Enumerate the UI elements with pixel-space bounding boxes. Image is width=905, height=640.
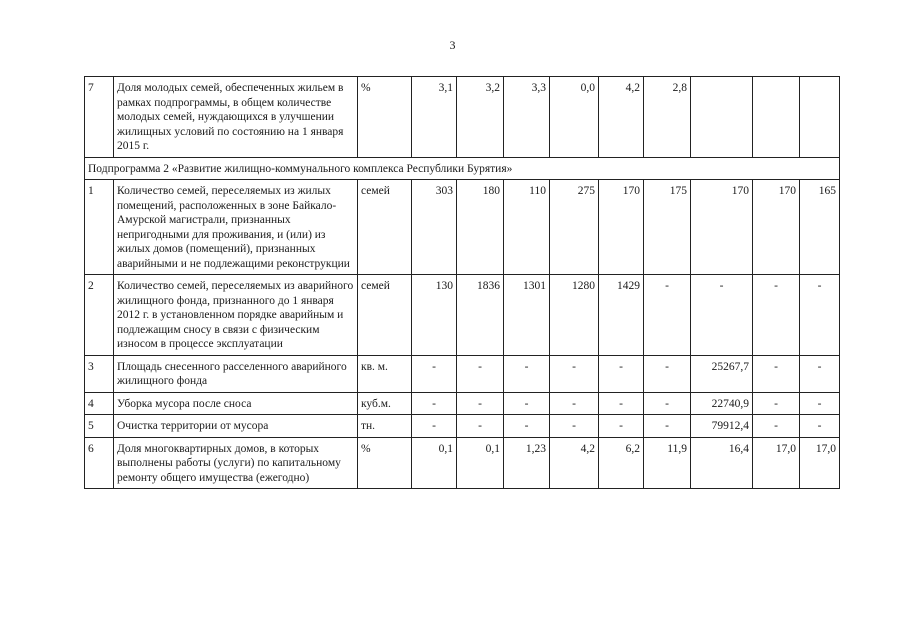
value-cell: 1429: [599, 275, 644, 356]
value-cell: -: [753, 392, 800, 415]
value-cell: -: [504, 355, 550, 392]
indicator-name: Доля молодых семей, обеспеченных жильем в рамках подпрограммы, в общем количестве молодых семей, нуждающихся в улучшении жилищных условий по состоянию на 1 января 2015 г.: [114, 77, 358, 158]
value-cell: 1280: [550, 275, 599, 356]
value-cell: 1,23: [504, 437, 550, 489]
value-cell: [691, 77, 753, 158]
value-cell: 4,2: [550, 437, 599, 489]
value-cell: 4,2: [599, 77, 644, 158]
value-cell: 1301: [504, 275, 550, 356]
value-cell: -: [457, 415, 504, 438]
value-cell: -: [550, 355, 599, 392]
value-cell: 110: [504, 180, 550, 275]
value-cell: -: [753, 355, 800, 392]
unit-cell: семей: [358, 275, 412, 356]
value-cell: 0,0: [550, 77, 599, 158]
unit-cell: куб.м.: [358, 392, 412, 415]
row-number: 3: [85, 355, 114, 392]
value-cell: 130: [412, 275, 457, 356]
value-cell: -: [644, 355, 691, 392]
table-row: [85, 437, 840, 489]
table-row: [85, 392, 840, 415]
subprogram-title: Подпрограмма 2 «Развитие жилищно-коммунального комплекса Республики Бурятия»: [85, 157, 840, 180]
value-cell: 170: [599, 180, 644, 275]
value-cell: 3,3: [504, 77, 550, 158]
value-cell: -: [504, 392, 550, 415]
value-cell: -: [599, 415, 644, 438]
value-cell: -: [412, 415, 457, 438]
value-cell: -: [644, 275, 691, 356]
indicator-name: Очистка территории от мусора: [114, 415, 358, 438]
value-cell: -: [800, 415, 840, 438]
table-row: [85, 77, 840, 158]
value-cell: 3,1: [412, 77, 457, 158]
value-cell: -: [457, 355, 504, 392]
indicator-name: Площадь снесенного расселенного аварийного жилищного фонда: [114, 355, 358, 392]
indicator-name: Доля многоквартирных домов, в которых выполнены работы (услуги) по капитальному ремонту общего имущества (ежегодно): [114, 437, 358, 489]
table-row: [85, 415, 840, 438]
value-cell: -: [412, 392, 457, 415]
value-cell: -: [550, 415, 599, 438]
value-cell: -: [550, 392, 599, 415]
value-cell: 17,0: [753, 437, 800, 489]
value-cell: 79912,4: [691, 415, 753, 438]
value-cell: 180: [457, 180, 504, 275]
value-cell: -: [504, 415, 550, 438]
value-cell: 175: [644, 180, 691, 275]
value-cell: -: [800, 275, 840, 356]
page-number: 3: [449, 38, 456, 52]
value-cell: 303: [412, 180, 457, 275]
value-cell: -: [753, 415, 800, 438]
value-cell: -: [412, 355, 457, 392]
value-cell: [753, 77, 800, 158]
row-number: 6: [85, 437, 114, 489]
indicators-table: [84, 76, 840, 489]
indicator-name: Количество семей, переселяемых из жилых помещений, расположенных в зоне Байкало-Амурской магистрали, признанных непригодными для проживания, и (или) из жилых домов (помещений), признанных аварийными и не подлежащими реконструкции: [114, 180, 358, 275]
row-number: 5: [85, 415, 114, 438]
value-cell: -: [457, 392, 504, 415]
value-cell: 16,4: [691, 437, 753, 489]
value-cell: -: [644, 392, 691, 415]
value-cell: -: [753, 275, 800, 356]
value-cell: 170: [753, 180, 800, 275]
table-row: [85, 180, 840, 275]
value-cell: 2,8: [644, 77, 691, 158]
unit-cell: семей: [358, 180, 412, 275]
value-cell: -: [599, 355, 644, 392]
table-row: [85, 275, 840, 356]
value-cell: 22740,9: [691, 392, 753, 415]
value-cell: 11,9: [644, 437, 691, 489]
value-cell: 275: [550, 180, 599, 275]
row-number: 2: [85, 275, 114, 356]
row-number: 7: [85, 77, 114, 158]
value-cell: 165: [800, 180, 840, 275]
value-cell: -: [800, 355, 840, 392]
unit-cell: кв. м.: [358, 355, 412, 392]
value-cell: 0,1: [412, 437, 457, 489]
indicator-name: Уборка мусора после сноса: [114, 392, 358, 415]
value-cell: -: [599, 392, 644, 415]
value-cell: -: [644, 415, 691, 438]
value-cell: 6,2: [599, 437, 644, 489]
unit-cell: тн.: [358, 415, 412, 438]
value-cell: 170: [691, 180, 753, 275]
row-number: 4: [85, 392, 114, 415]
value-cell: -: [691, 275, 753, 356]
value-cell: 3,2: [457, 77, 504, 158]
value-cell: 25267,7: [691, 355, 753, 392]
subprogram-row: [85, 157, 840, 180]
value-cell: [800, 77, 840, 158]
value-cell: -: [800, 392, 840, 415]
value-cell: 0,1: [457, 437, 504, 489]
unit-cell: %: [358, 77, 412, 158]
value-cell: 1836: [457, 275, 504, 356]
indicator-name: Количество семей, переселяемых из аварийного жилищного фонда, признанного до 1 января 2012 г. в установленном порядке аварийным и подлежащим сносу в связи с физическим износом в процессе эксплуатации: [114, 275, 358, 356]
row-number: 1: [85, 180, 114, 275]
unit-cell: %: [358, 437, 412, 489]
table-row: [85, 355, 840, 392]
value-cell: 17,0: [800, 437, 840, 489]
